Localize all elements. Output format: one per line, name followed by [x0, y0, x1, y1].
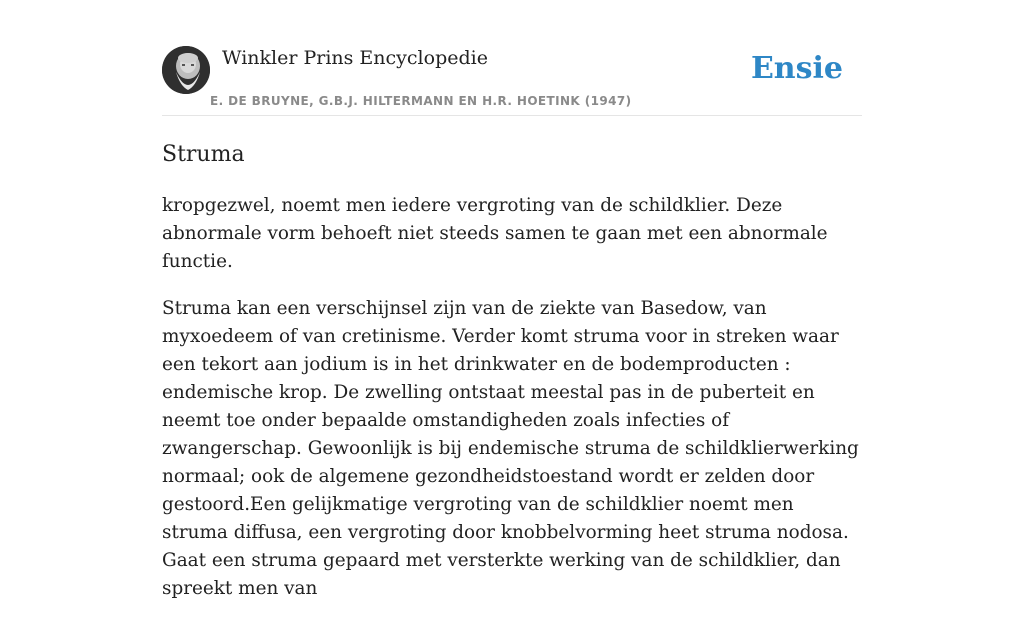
article-body: [162, 192, 862, 622]
authors-line: E. DE BRUYNE, G.B.J. HILTERMANN EN H.R. HOETINK (1947): [210, 94, 632, 108]
publication-title[interactable]: Winkler Prins Encyclopedie: [222, 47, 488, 69]
avatar-portrait-graphic: [162, 46, 210, 94]
article-headword: Struma: [162, 142, 245, 167]
ensie-logo[interactable]: Ensie: [750, 51, 843, 86]
header-divider: [162, 115, 862, 116]
portrait-avatar-icon: [162, 46, 210, 94]
article-paragraph: Struma kan een verschijnsel zijn van de ziekte van Basedow, van myxoedeem of van cretinisme. Verder komt struma voor in streken waar een tekort aan jodium is in het drinkwater en de bodemproducten : endemische krop. De zwelling ontstaat meestal pas in de puberteit en neemt toe onder bepaalde omstandigheden zoals infecties of zwangerschap. Gewoonlijk is bij endemische struma de schildklierwerking normaal; ook de algemene gezondheidstoestand wordt er zelden door gestoord.Een gelijkmatige vergroting van de schildklier noemt men struma diffusa, een vergroting door knobbelvorming heet struma nodosa. Gaat een struma gepaard met versterkte werking van de schildklier, dan spreekt men van: [162, 298, 859, 599]
article-paragraph: kropgezwel, noemt men iedere vergroting van de schildklier. Deze abnormale vorm behoeft niet steeds samen te gaan met een abnormale functie.: [162, 195, 828, 272]
